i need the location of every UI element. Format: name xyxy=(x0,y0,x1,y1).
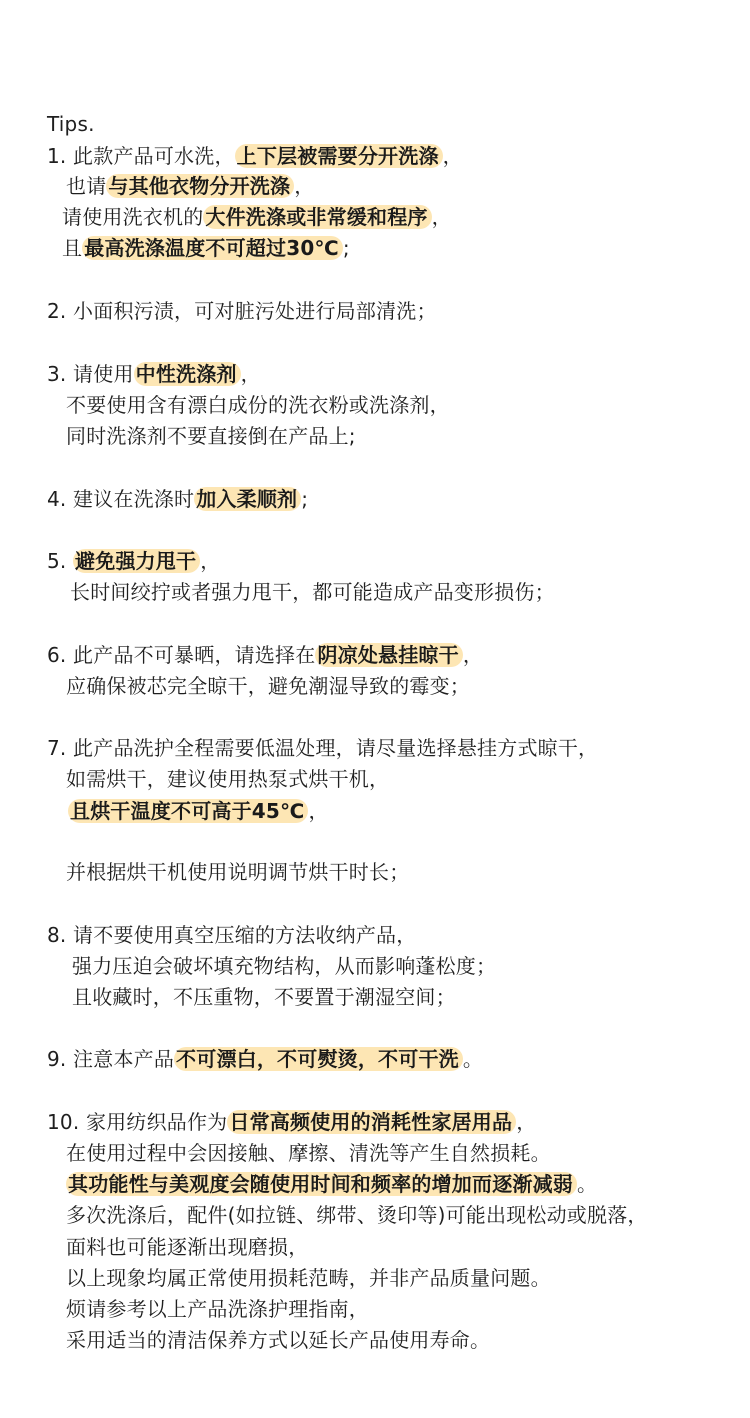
highlighted-text: 且烘干温度不可高于45℃ xyxy=(68,799,308,823)
text-line xyxy=(47,1045,483,1073)
highlighted-text: 避免强力甩干 xyxy=(73,549,200,573)
tips-title: Tips. xyxy=(47,112,95,136)
highlighted-text: 日常高频使用的消耗性家居用品 xyxy=(227,1110,516,1134)
text-line xyxy=(66,672,470,700)
line-text: 多次洗涤后，配件(如拉链、绑带、烫印等)可能出现松动或脱落， xyxy=(66,1203,648,1227)
line-text: 不要使用含有漂白成份的洗衣粉或洗涤剂， xyxy=(66,393,450,417)
line-text: 。 xyxy=(577,1172,598,1196)
text-line xyxy=(47,297,437,325)
text-line xyxy=(66,1295,369,1323)
text-line xyxy=(72,952,496,980)
line-text: 烦请参考以上产品洗涤护理指南， xyxy=(66,1297,369,1321)
highlighted-text: 与其他衣物分开洗涤 xyxy=(106,174,294,198)
text-line xyxy=(66,1170,597,1198)
line-text: 请使用洗衣机的 xyxy=(62,205,204,229)
text-line xyxy=(66,1201,648,1229)
line-text: 且收藏时，不压重物，不要置于潮湿空间； xyxy=(72,985,456,1009)
text-line xyxy=(66,765,389,793)
line-text: 5. xyxy=(47,549,74,573)
text-line xyxy=(62,203,452,231)
line-text: ， xyxy=(200,549,221,573)
line-text: 采用适当的清洁保养方式以延长产品使用寿命。 xyxy=(66,1328,491,1352)
highlighted-text: 最高洗涤温度不可超过30℃ xyxy=(82,236,343,260)
text-line xyxy=(47,1108,536,1136)
highlighted-text: 不可漂白，不可熨烫，不可干洗 xyxy=(174,1047,463,1071)
text-line xyxy=(47,547,220,575)
text-line xyxy=(47,734,598,762)
line-text: ， xyxy=(442,144,463,168)
line-text: 7. 此产品洗护全程需要低温处理，请尽量选择悬挂方式晾干， xyxy=(47,736,599,760)
line-text: ; xyxy=(342,236,350,260)
text-line xyxy=(62,234,350,262)
line-text: 同时洗涤剂不要直接倒在产品上; xyxy=(66,424,356,448)
highlighted-text: 其功能性与美观度会随使用时间和频率的增加而逐渐减弱 xyxy=(66,1172,577,1196)
line-text: 以上现象均属正常使用损耗范畴，并非产品质量问题。 xyxy=(66,1266,551,1290)
line-text: ; xyxy=(301,487,309,511)
line-text: 1. 此款产品可水洗， xyxy=(47,144,235,168)
line-text: 6. 此产品不可暴晒，请选择在 xyxy=(47,643,316,667)
line-text: 应确保被芯完全晾干，避免潮湿导致的霉变； xyxy=(66,674,470,698)
line-text: 长时间绞拧或者强力甩干，都可能造成产品变形损伤； xyxy=(70,580,555,604)
line-text: 如需烘干，建议使用热泵式烘干机， xyxy=(66,767,390,791)
text-line xyxy=(66,1264,551,1292)
line-text: 4. 建议在洗涤时 xyxy=(47,487,195,511)
line-text: 9. 注意本产品 xyxy=(47,1047,175,1071)
text-line xyxy=(47,641,483,669)
line-text: ， xyxy=(294,174,315,198)
line-text: 3. 请使用 xyxy=(47,362,134,386)
text-line xyxy=(66,1326,490,1354)
text-line xyxy=(70,578,555,606)
line-text: 8. 请不要使用真空压缩的方法收纳产品， xyxy=(47,923,417,947)
line-text: 也请 xyxy=(66,174,107,198)
highlighted-text: 上下层被需要分开洗涤 xyxy=(235,144,443,168)
line-text: 。 xyxy=(462,1047,484,1071)
line-text: 在使用过程中会因接触、摩擦、清洗等产生自然损耗。 xyxy=(66,1141,551,1165)
line-text: ， xyxy=(240,362,261,386)
text-line xyxy=(66,858,409,886)
text-line xyxy=(72,983,456,1011)
text-line xyxy=(47,485,308,513)
line-text: 且 xyxy=(62,236,83,260)
line-text: 2. 小面积污渍，可对脏污处进行局部清洗； xyxy=(47,299,437,323)
highlighted-text: 阴凉处悬挂晾干 xyxy=(315,643,462,667)
text-line xyxy=(68,797,329,825)
text-line xyxy=(66,172,314,200)
line-text: 面料也可能逐渐出现磨损， xyxy=(66,1235,309,1259)
line-text: 并根据烘干机使用说明调节烘干时长； xyxy=(66,860,410,884)
highlighted-text: 加入柔顺剂 xyxy=(194,487,301,511)
text-line xyxy=(66,1233,308,1261)
text-line xyxy=(66,1139,551,1167)
highlighted-text: 中性洗涤剂 xyxy=(134,362,241,386)
line-text: 强力压迫会破坏填充物结构，从而影响蓬松度； xyxy=(72,954,497,978)
text-line xyxy=(47,142,463,170)
line-text: ， xyxy=(516,1110,537,1134)
line-text: ， xyxy=(431,205,452,229)
text-line xyxy=(47,360,261,388)
text-line xyxy=(66,422,356,450)
highlighted-text: 大件洗涤或非常缓和程序 xyxy=(203,205,431,229)
line-text: ， xyxy=(462,643,484,667)
text-line xyxy=(47,921,416,949)
line-text: 10. 家用纺织品作为 xyxy=(47,1110,228,1134)
text-line xyxy=(66,391,450,419)
line-text: ， xyxy=(308,799,329,823)
